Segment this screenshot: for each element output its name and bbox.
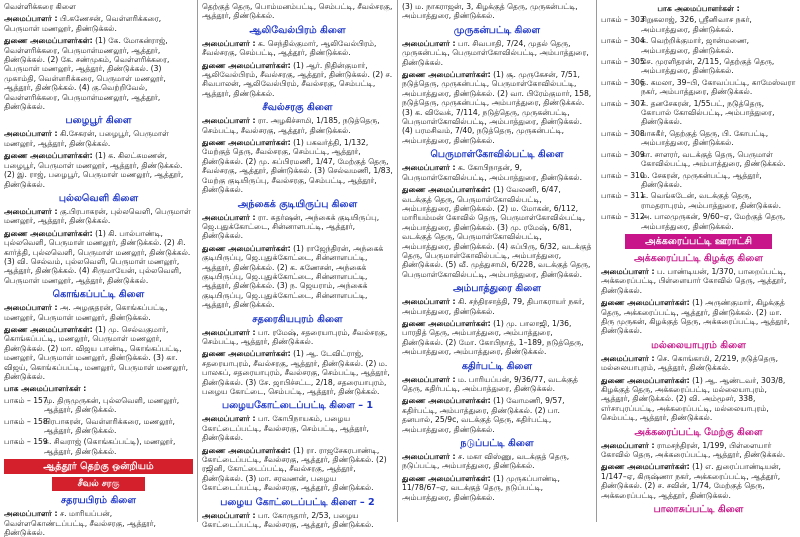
entry-paragraph <box>601 267 796 295</box>
role-label: துணை அமைப்பாளர்கள்: <box>601 298 690 308</box>
entry-paragraph <box>402 297 592 316</box>
branch-heading: பாலாசுப்பட்டி கிளை <box>653 504 744 516</box>
entry-paragraph <box>202 116 393 135</box>
booth-entry <box>601 212 796 231</box>
entry-text: ரா. சுதர்ஷன், அந்கைக் குடியிருப்பு, ஜெ.புதுக்கோட்டை, சின்னாளபட்டி, ஆத்தூர், திண்டுக்கல். <box>202 212 380 241</box>
role-label: துணை அமைப்பாளர்கள்: <box>4 324 93 334</box>
branch-heading: ஆலிவேல்பிரம் கிளை <box>249 24 346 36</box>
role-label: துணை அமைப்பாளர்கள்: <box>202 243 291 253</box>
entry-text: ச. மகா விஸ்ணு, வடக்குத் தெரு, நடுப்பட்டி, அம்பாத்துரை, திண்டுக்கல். <box>402 452 570 471</box>
booth-organiser: ம. சேகரன், முருகன்பட்டி, ஆத்தூர், திண்டுக்கல். <box>641 170 762 189</box>
entry-paragraph <box>601 441 796 460</box>
branch-heading: அக்கரைப்பட்டி மேற்கு கிளை <box>634 426 763 438</box>
entry-paragraph <box>402 39 592 67</box>
role-label: அமைப்பாளர் : <box>202 38 256 48</box>
booth-number: பாகம் – 310 <box>601 170 645 180</box>
role-label: அமைப்பாளர் : <box>202 212 256 222</box>
role-label: துணை அமைப்பாளர்கள்: <box>4 228 93 238</box>
entry-text: (1) ஆ. ஆண்டவர், 303/8, கிழக்குத் தெரு, அக்கரைப்பட்டி, மல்லையாபுரம், ஆத்தூர், திண்டுக்கல். (2) வி. அம்மூசர், 338, எர்சாபுரப்பட்டி, அக்கரைப்பட்டி, மல்லையாபுரம், செம்பட்டி, ஆத்தூர், திண்டுக்கல். <box>601 375 786 423</box>
entry-text: (1) பகவர்த்தி, 1/132, மேற்குத் தெரு, சீவல்சரகு, செம்பட்டி, ஆத்தூர், திண்டுக்கல். (2) மு. சுப்பிரமணி, 1/47, மேற்குத் தெரு, சீவல்சரகு, ஆத்தூர், திண்டுக்கல். (3) செல்வமணி, 1/83, மேற்கு குடியிருப்பு, சீவல்சரகு, செம்பட்டி, ஆத்தூர், திண்டுக்கல். <box>202 138 393 195</box>
role-label: துணை அமைப்பாளர்கள்: <box>202 60 291 70</box>
booth-number: பாகம் – 312 <box>601 212 645 222</box>
entry-paragraph <box>402 452 592 471</box>
booth-number: பாகம் – 308 <box>601 128 645 138</box>
booth-entry <box>601 171 796 190</box>
branch-heading: அக்கரைப்பட்டி கிழக்கு கிளை <box>634 252 763 264</box>
entry-paragraph <box>402 2 592 21</box>
entry-paragraph <box>202 61 393 99</box>
entry-paragraph <box>4 207 193 226</box>
section-band: சீவல் சரகு <box>52 477 145 491</box>
role-label: துணை அமைப்பாளர்கள்: <box>402 318 491 328</box>
entry-text: கி. சந்திரசாத்தி, 79, திபாகராயர் நகர், அம்பாத்துரை, திண்டுக்கல். <box>402 297 585 316</box>
branch-heading: சீவல்சரகு கிளை <box>262 102 333 114</box>
booth-organiser: அ. பாலமுருகன், 9/60–ஏ, மேற்குத் தெரு, அம்பாத்துரை, திண்டுக்கல். <box>641 212 786 231</box>
entry-text: க. கோபிநாதன், 9, பெருமாள்கோவில்பட்டி, அம்பாத்துரை, திண்டுக்கல். <box>402 163 582 182</box>
role-label: துணை அமைப்பாளர்கள்: <box>402 396 491 406</box>
entry-text: பா. கோபிநாயகம், பழைய கோட்டைப்பட்டி, சீவல்சரகு, செம்பட்டி, ஆத்தூர், திண்டுக்கல். <box>202 414 369 443</box>
booth-number: பாகம் – 306 <box>601 77 645 87</box>
entry-text: அ. அழகுதரன், கொங்கப்பட்டி, மணலூர், பெருமாள் மணலூர், திண்டுக்கல். <box>4 303 168 322</box>
entry-paragraph <box>402 375 592 394</box>
entry-paragraph <box>601 462 796 500</box>
entry-paragraph <box>202 511 393 530</box>
booth-organiser: க. தனசேகரன், 1/55பட், நடுத்தெரு, கோபால் கோவில்பட்டி, அம்பாத்துரை, திண்டுக்கல். <box>641 98 775 127</box>
entry-paragraph <box>402 396 592 434</box>
role-label: துணை அமைப்பாளர்கள்: <box>202 349 291 359</box>
branch-heading: பெருமாள்கோவில்பட்டி கிளை <box>430 149 564 161</box>
column-2 <box>198 0 398 530</box>
entry-text: கி.சேகரன், பழைபூர், பெருமாள் மணலூர், ஆத்தூர், திண்டுக்கல். <box>4 129 169 148</box>
booth-number: பாகம் – 159 <box>4 437 48 447</box>
entry-text: (1) கே. மோகன்ராஜ், வெள்ளரிக்கரை, பெருமாள்மணலூர், ஆத்தூர், திண்டுக்கல். (2) கே. சண்முகம், வெள்ளரிக்கரை, பெருமாள் மணலூர், ஆத்தூர், திண்டுக்கல். (3) முகாம்தி, வெள்ளரிக்கரை, பெருமாள் மணலூர், ஆத்தூர், திண்டுக்கல். (4) கு.வெற்றிவேல், வெள்ளரிக்கரை, பெருமாள்மணலூர், ஆத்தூர், திண்டுக்கல். <box>4 36 170 112</box>
entry-paragraph <box>202 446 393 493</box>
entry-paragraph <box>402 185 592 279</box>
booth-number: பாகம் – 307 <box>601 98 645 108</box>
entry-text: தெற்குத் தெரு, பொம்மனம்பட்டி, செம்பட்டி, சீவல்சரகு, ஆத்தூர், திண்டுக்கல். <box>202 2 393 21</box>
entry-text: ரா. அழகிச்சாமி, 1/185, நடுத்தெரு, செம்பட்டி, சீவல்சரகு, ஆத்தூர், திண்டுக்கல். <box>202 116 380 135</box>
role-label: அமைப்பாளர் : <box>402 297 456 307</box>
branch-heading: அம்பாத்துரை கிளை <box>452 283 542 295</box>
booth-organiser: சே. முரளிதரன், 2/115, தெற்குத் தெரு, அம்பாத்துரை, திண்டுக்கல். <box>641 57 775 76</box>
role-label: அமைப்பாளர் : <box>402 38 456 48</box>
role-label: துணை அமைப்பாளர்கள்: <box>4 36 93 46</box>
entry-text: ராமசந்திரன், 1/199, பிள்ளையார் கோவில் தெரு, அக்கரைப்பட்டி, ஆத்தூர், திண்டுக்கல். <box>601 440 786 460</box>
entry-paragraph <box>202 213 393 241</box>
role-label: அமைப்பாளர் : <box>4 206 58 216</box>
booth-organiser: சிறுகலாஜ், 326, ஸ்ரீனிவாச நகர், அம்பாத்துரை, திண்டுக்கல். <box>641 15 752 34</box>
booth-number: பாகம் – 311 <box>601 191 645 201</box>
entry-paragraph <box>4 325 193 381</box>
booth-number: பாகம் – 304 <box>601 36 645 46</box>
role-label: அமைப்பாளர் : <box>202 510 256 520</box>
branch-heading: சதரயபிரம் கிளை <box>60 495 137 507</box>
booth-entry <box>601 129 796 148</box>
role-label: அமைப்பாளர் : <box>601 266 655 276</box>
entry-text: (3) ம. நாகராஜன், 3, கிழக்குத் தெரு, முருகன்பட்டி, அம்பாத்துரை, திண்டுக்கல். <box>402 2 578 21</box>
booth-entry <box>601 57 796 76</box>
entry-paragraph <box>4 151 193 189</box>
role-label: அமைப்பாளர் : <box>402 163 456 173</box>
booth-number: பாகம் – 305 <box>601 57 645 67</box>
booth-organiser: பாசுகீர், தெற்குத் தெரு, பி. கோபட்டி, அம்பாத்துரை, திண்டுக்கல். <box>641 128 769 148</box>
role-label: துணை அமைப்பாளர்கள்: <box>202 138 291 148</box>
entry-paragraph <box>4 129 193 148</box>
entry-text: (1) ஆர். நிதின்குமார், ஆலிவேல்பிரம், சீவல்சரகு, ஆத்தூர், திண்டுக்கல். (2) ச. சிவபாலன், ஆலிவேல்பிரம், சீவல்சரகு, செம்பட்டி, ஆத்தூர், திண்டுக்கல். <box>202 60 393 98</box>
entry-paragraph <box>402 319 592 357</box>
role-label: துணை அமைப்பாளர்கள்: <box>601 375 690 385</box>
entry-paragraph <box>4 303 193 322</box>
booth-organiser: மு. திருமுருகன், புல்லவெளி, மணலூர், ஆத்தூர், திண்டுக்கல். <box>44 395 180 415</box>
entry-text: பா. கோருதார், 2/53, பழைய கோட்டைப்பட்டி, சீவல்சரகு, ஆத்தூர், திண்டுக்கல். <box>202 510 374 530</box>
entry-paragraph <box>4 36 193 111</box>
entry-text: (1) அருண்குமார், கிழக்குத் தெரு, அக்கரைப்பட்டி, ஆத்தூர், திண்டுக்கல். (2) மா. திரு முருகன், கிழக்குத் தெரு, அக்கரைப்பட்டி, ஆத்தூர், திண்டுக்கல். <box>601 298 790 336</box>
booth-organiser: சு. சிவராஜ் (கொங்கப்பட்டி), மணலூர், ஆத்தூர், திண்டுக்கல். <box>44 437 176 456</box>
role-label: துணை அமைப்பாளர்கள்: <box>402 473 491 483</box>
booth-entry <box>4 396 193 415</box>
role-label: அமைப்பாளர் : <box>202 414 256 424</box>
booth-number: பாகம் – 303 <box>601 15 645 25</box>
entry-paragraph <box>202 2 393 21</box>
column-3 <box>398 0 597 522</box>
booth-entry <box>601 150 796 169</box>
branch-heading: பழைபூர் கிளை <box>65 115 132 127</box>
entry-text: (1) வேலணி, 6/47, வடக்குத் தெரு, பெருமாள்கோவில்பட்டி, அம்பாத்துரை, திண்டுக்கல். (2) ம. மோகன், 6/112, மாரியம்மன் கோவில் தெரு, பெருமாள்கோவில்பட்டி, அம்பாத்துரை, திண்டுக்கல். (3) மு. ரமேஷ், 6/81, வடக்குத் தெரு, பெருமாள்கோவில்பட்டி, அம்பாத்துரை, திண்டுக்கல். (4) சுப்பிரு, 6/32, வடக்குத் தெரு, பெருமாள்கோவில்பட்டி, அம்பாத்துரை, திண்டுக்கல். (5) வீ. முத்துசாமி, 6/228, வடக்குத் தெரு, பெருமாள்கோவில்பட்டி, அம்பாத்துரை, திண்டுக்கல். <box>402 185 592 279</box>
entry-paragraph <box>402 474 592 502</box>
branch-heading: அந்கைக் குடியிருப்பு கிளை <box>237 198 358 210</box>
branch-heading: முருகன்பட்டி கிளை <box>453 24 541 36</box>
entry-text: ப. பாண்டியன், 1/370, பாறைப்பட்டி, அக்கரைப்பட்டி, பிள்ளையார் கோவில் தெரு, ஆத்தூர், திண்டுக்கல். <box>601 266 787 295</box>
entry-paragraph <box>402 163 592 182</box>
booth-number: பாகம் – 158 <box>4 416 48 426</box>
role-label: அமைப்பாளர் : <box>601 440 655 450</box>
role-label: அமைப்பாளர் : <box>601 353 655 363</box>
entry-paragraph <box>601 354 796 373</box>
booth-number: பாகம் – 157 <box>4 395 48 405</box>
booth-organiser: க. வெங்கடேன், வடக்குத் தெரு, ராமதராபுரம், அம்பாத்துரை, திண்டுக்கல். <box>641 191 782 210</box>
entry-text: (1) கி. பால்பாண்டி, புல்லவெளி, பெருமாள் மணலூர், திண்டுக்கல். (2) சி. கார்த்தி, புல்லவெளி, பெருமாள் மணலூர், திண்டுக்கல். (3) வி. செல்வம், புல்லவெளி, பெருமாள் மணலூர், ஆத்தூர், திண்டுக்கல். (4) சிருமாயேன், புல்லவெளி, பெருமாள் மணலூர், ஆத்தூர், திண்டுக்கல். <box>4 228 191 285</box>
entry-text: கு.பிரபாகரன், புல்லவெளி, பெருமாள் மணலூர், ஆத்தூர், திண்டுக்கல். <box>4 206 191 226</box>
entry-text: (1) முருகப்பாண்டி, 11/78/67–ஏ, வடக்குத் தெரு, நடுப்பட்டி, அம்பாத்துரை, திண்டுக்கல். <box>402 473 560 502</box>
entry-paragraph <box>402 70 592 145</box>
entry-text: க. செந்தில்குமார், ஆலிவேல்பிரம், சீவல்சரகு, செம்பட்டி, ஆத்தூர், திண்டுக்கல். <box>202 38 377 58</box>
role-label: அமைப்பாளர் : <box>202 327 256 337</box>
entry-text: ச. மாரியப்பன், வெள்ளகொண்டப்பட்டி, சீவல்சரகு, ஆத்தூர், திண்டுக்கல். <box>4 509 156 537</box>
entry-text: (1) க. கிலட்சுமணன், பழைபூர், பெருமாள் மணலூர், ஆத்தூர், திண்டுக்கல். (2) இ. ராஜ், பழைபூர், பெருமாள் மணலூர், ஆத்தூர், திண்டுக்கல். <box>4 151 184 189</box>
role-label: அமைப்பாளர் : <box>4 509 58 519</box>
role-label: அமைப்பாளர் : <box>402 374 456 384</box>
role-label: துணை அமைப்பாளர்கள்: <box>202 445 291 455</box>
booth-organiser: பிரபாகரன், வெள்ளரிக்கரை, மணலூர், ஆத்தூர், திண்டுக்கல். <box>44 416 175 436</box>
entry-text: பா. ரமேஷ், சதரையாபுரம், சீவல்சரகு, செம்பட்டி, ஆத்தூர், திண்டுக்கல். <box>202 327 388 346</box>
entry-paragraph <box>202 138 393 194</box>
entry-paragraph <box>202 414 393 442</box>
entry-text: ம. பாரியப்பன், 9/36/77, வடக்குத் தெரு, கதிர்பட்டி, அம்பாத்துரை, திண்டுக்கல். <box>402 374 578 393</box>
column-1 <box>0 0 198 537</box>
entry-text: (1) வோமணி, 9/57, கதிர்பட்டி, அம்பாத்துரை, திண்டுக்கல். (2) பா. தனபால், 25/9c, வடக்குத் தெரு, கதிர்பட்டி, அம்பாத்துரை, திண்டுக்கல். <box>402 396 565 434</box>
booth-organiser: த. கமலா, 39–பி, கோவப்பட்டி, காமேஸ்வரா நகர், அம்பாத்துரை, திண்டுக்கல். <box>641 77 796 97</box>
role-label: அமைப்பாளர் : <box>4 129 58 139</box>
booth-organiser: க. வெற்றிக்குமார், ஜான்மணை, அம்பாத்துரை, திண்டுக்கல். <box>641 36 750 55</box>
entry-paragraph <box>601 376 796 423</box>
entry-text: (1) சூ. முருகேசன், 7/51, நடுத்தெரு, முருகன்பட்டி, பெருமாள்கோவில்பட்டி, அம்பாத்துரை, திண்டுக்கல். (2) வா. பிரேம்குமார், 158, நடுத்தெரு, முருகன்பட்டி, அம்பாத்துரை, திண்டுக்கல். (3) க. விவேக், 7/114, நடுத்தெரு, முருகன்பட்டி, பெருமாள்கோவில்பட்டி, அம்பாத்துரை, திண்டுக்கல். (4) பரமசிவம், 7/40, நடுத்தெரு, முருகன்பட்டி, அம்பாத்துரை, திண்டுக்கல். <box>402 70 592 145</box>
booth-number: பாகம் – 309 <box>601 149 645 159</box>
role-label: துணை அமைப்பாளர்கள்: <box>4 151 93 161</box>
entry-paragraph <box>202 328 393 347</box>
booth-organiser: கா. சாளரர், வடக்குத் தெரு, பெருமாள் கோவில்பட்டி, அம்பாத்துரை, திண்டுக்கல். <box>641 149 786 169</box>
entry-paragraph <box>4 14 193 33</box>
role-label: அமைப்பாளர் : <box>4 303 58 313</box>
entry-text: (1) ராஜேந்திரன், அந்கைக் குடியிருப்பு, ஜெ.புதுக்கோட்டை, சின்னாளபட்டி, ஆத்தூர், திண்டுக்கல். (2) க. கணேசன், அந்கைக் குடியிருப்பு, ஜெ.புதுக்கோட்டை, சின்னாளபட்டி, ஆத்தூர், திண்டுக்கல். (3) ந. ஜெயராம், அந்கைக் குடியிருப்பு, ஜெ.புதுக்கோட்டை, சின்னாளபட்டி, ஆத்தூர், திண்டுக்கல். <box>202 243 384 310</box>
booth-entry <box>4 437 193 456</box>
entry-paragraph <box>4 229 193 285</box>
branch-heading: புல்லவெளி கிளை <box>58 192 139 204</box>
entry-paragraph <box>4 2 193 11</box>
entry-paragraph <box>4 509 193 537</box>
entry-text: (1) மு. செல்வகுமார், கொங்கப்பட்டி, மணலூர், பெருமாள் மணலூர், திண்டுக்கல். (2) மா. விஜய பாண்டி, கொங்கப்பட்டி, மணலூர், பெருமாள் மணலூர், திண்டுக்கல். (3) கா. விஜய், கொங்கப்பட்டி, மணலூர், பெருமாள் மணலூர், திண்டுக்கல். <box>4 324 189 381</box>
entry-text: (1) ரா. ராஜசேகரபாண்டி, கோட்டைப்பட்டி, சீவல்சரகு, ஆத்தூர், திண்டுக்கல். (2) ரஜினி, கோட்டைப்பட்டி, சீவல்சரகு, ஆத்தூர், திண்டுக்கல். (3) மா. சரவணன், பழைய கோட்டைப்பட்டி, சீவல்சரகு, ஆத்தூர், திண்டுக்கல். <box>202 445 387 493</box>
entry-text: பி.கணேசன், வெள்ளரிக்கரை, பெருமாள் மணலூர், திண்டுக்கல். <box>4 14 162 33</box>
entry-paragraph <box>202 349 393 396</box>
entry-paragraph <box>601 298 796 336</box>
entry-text: (1) எ. துரைப்பாண்டியன், 1/147–ஏ, கிருஷ்ணா நகர், அக்கரைப்பட்டி, ஆத்தூர், திண்டுக்கல். (2) ச. சவின், 1/74, மேற்குத் தெரு, அக்கரைப்பட்டி, ஆத்தூர், திண்டுக்கல். <box>601 462 781 500</box>
entry-text: செ. கொங்காமி, 2/219, நடுத்தெரு, மல்லையாபுரம், ஆத்தூர், திண்டுக்கல். <box>601 353 779 373</box>
branch-heading: கதிர்பட்டி கிளை <box>461 360 533 372</box>
role-label: அமைப்பாளர் : <box>202 116 256 126</box>
role-label: துணை அமைப்பாளர்கள்: <box>402 70 491 80</box>
booth-entry <box>601 15 796 34</box>
entry-paragraph <box>202 244 393 310</box>
section-band: அக்கரைப்பட்டி ஊராட்சி <box>625 234 772 249</box>
booth-entry <box>601 36 796 55</box>
section-band: ஆத்தூர் தெற்கு ஒன்றியம் <box>4 459 193 474</box>
branch-heading: நடுப்பட்டி கிளை <box>460 438 534 450</box>
entry-text: வெள்ளிக்கரை கிளை <box>4 2 76 11</box>
entry-paragraph <box>202 39 393 58</box>
branch-heading: பழையகோட்டைப்பட்டி கிளை – 1 <box>221 400 374 412</box>
booth-entry <box>601 191 796 210</box>
entry-text: (1) மு. பாலாஜி, 1/36, பாரதித் தெரு, அம்பாத்துரை, அம்பாத்துரை, திண்டுக்கல். (2) மோ. கோபிநாத், 1–189, நடுத்தெரு, அம்பாத்துரை, அம்பாத்துரை, திண்டுக்கல். <box>402 318 584 357</box>
booth-organisers-label: பாக அமைப்பாளர்கள் : <box>657 4 740 13</box>
role-label: அமைப்பாளர் : <box>402 452 456 462</box>
column-4 <box>597 0 800 522</box>
booth-entry <box>601 78 796 97</box>
booth-entry <box>4 417 193 436</box>
role-label: அமைப்பாளர் : <box>4 14 58 24</box>
branch-heading: சதரைகியபுரம் கிளை <box>252 313 343 325</box>
role-label: துணை அமைப்பாளர்கள்: <box>601 462 690 472</box>
branch-heading: கொங்கப்பட்டி கிளை <box>52 289 145 301</box>
entry-text: (1) ஆ. டேவிட்ராஜ், சதரையாபுரம், சீவல்சரகு, ஆத்தூர், திண்டுக்கல். (2) ம. பாலசுப், சதரையாபுரம், சீவல்சரகு, செம்பட்டி, ஆத்தூர், திண்டுக்கல். (3) சே. ஜாபிச்சட்ட, 2/18, சதரையாபுரம், பழைய கோட்டை, செம்பட்டி, ஆத்தூர், திண்டுக்கல். <box>202 349 390 396</box>
role-label: துணை அமைப்பாளர்கள்: <box>402 185 491 195</box>
entry-text: பா. சிவபாதி, 7/24, முதல் தெரு, முருகன்பட்டி, பெருமாள்கோவில்பட்டி, அம்பாத்துரை, திண்டுக்கல். <box>402 38 589 67</box>
branch-heading: மல்லையாபுரம் கிளை <box>651 339 746 351</box>
branch-heading: பழைய கோட்டைப்பட்டி கிளை – 2 <box>220 496 375 508</box>
booth-entry <box>601 99 796 127</box>
booth-organisers-label: பாக அமைப்பாளர்கள் : <box>4 384 87 394</box>
